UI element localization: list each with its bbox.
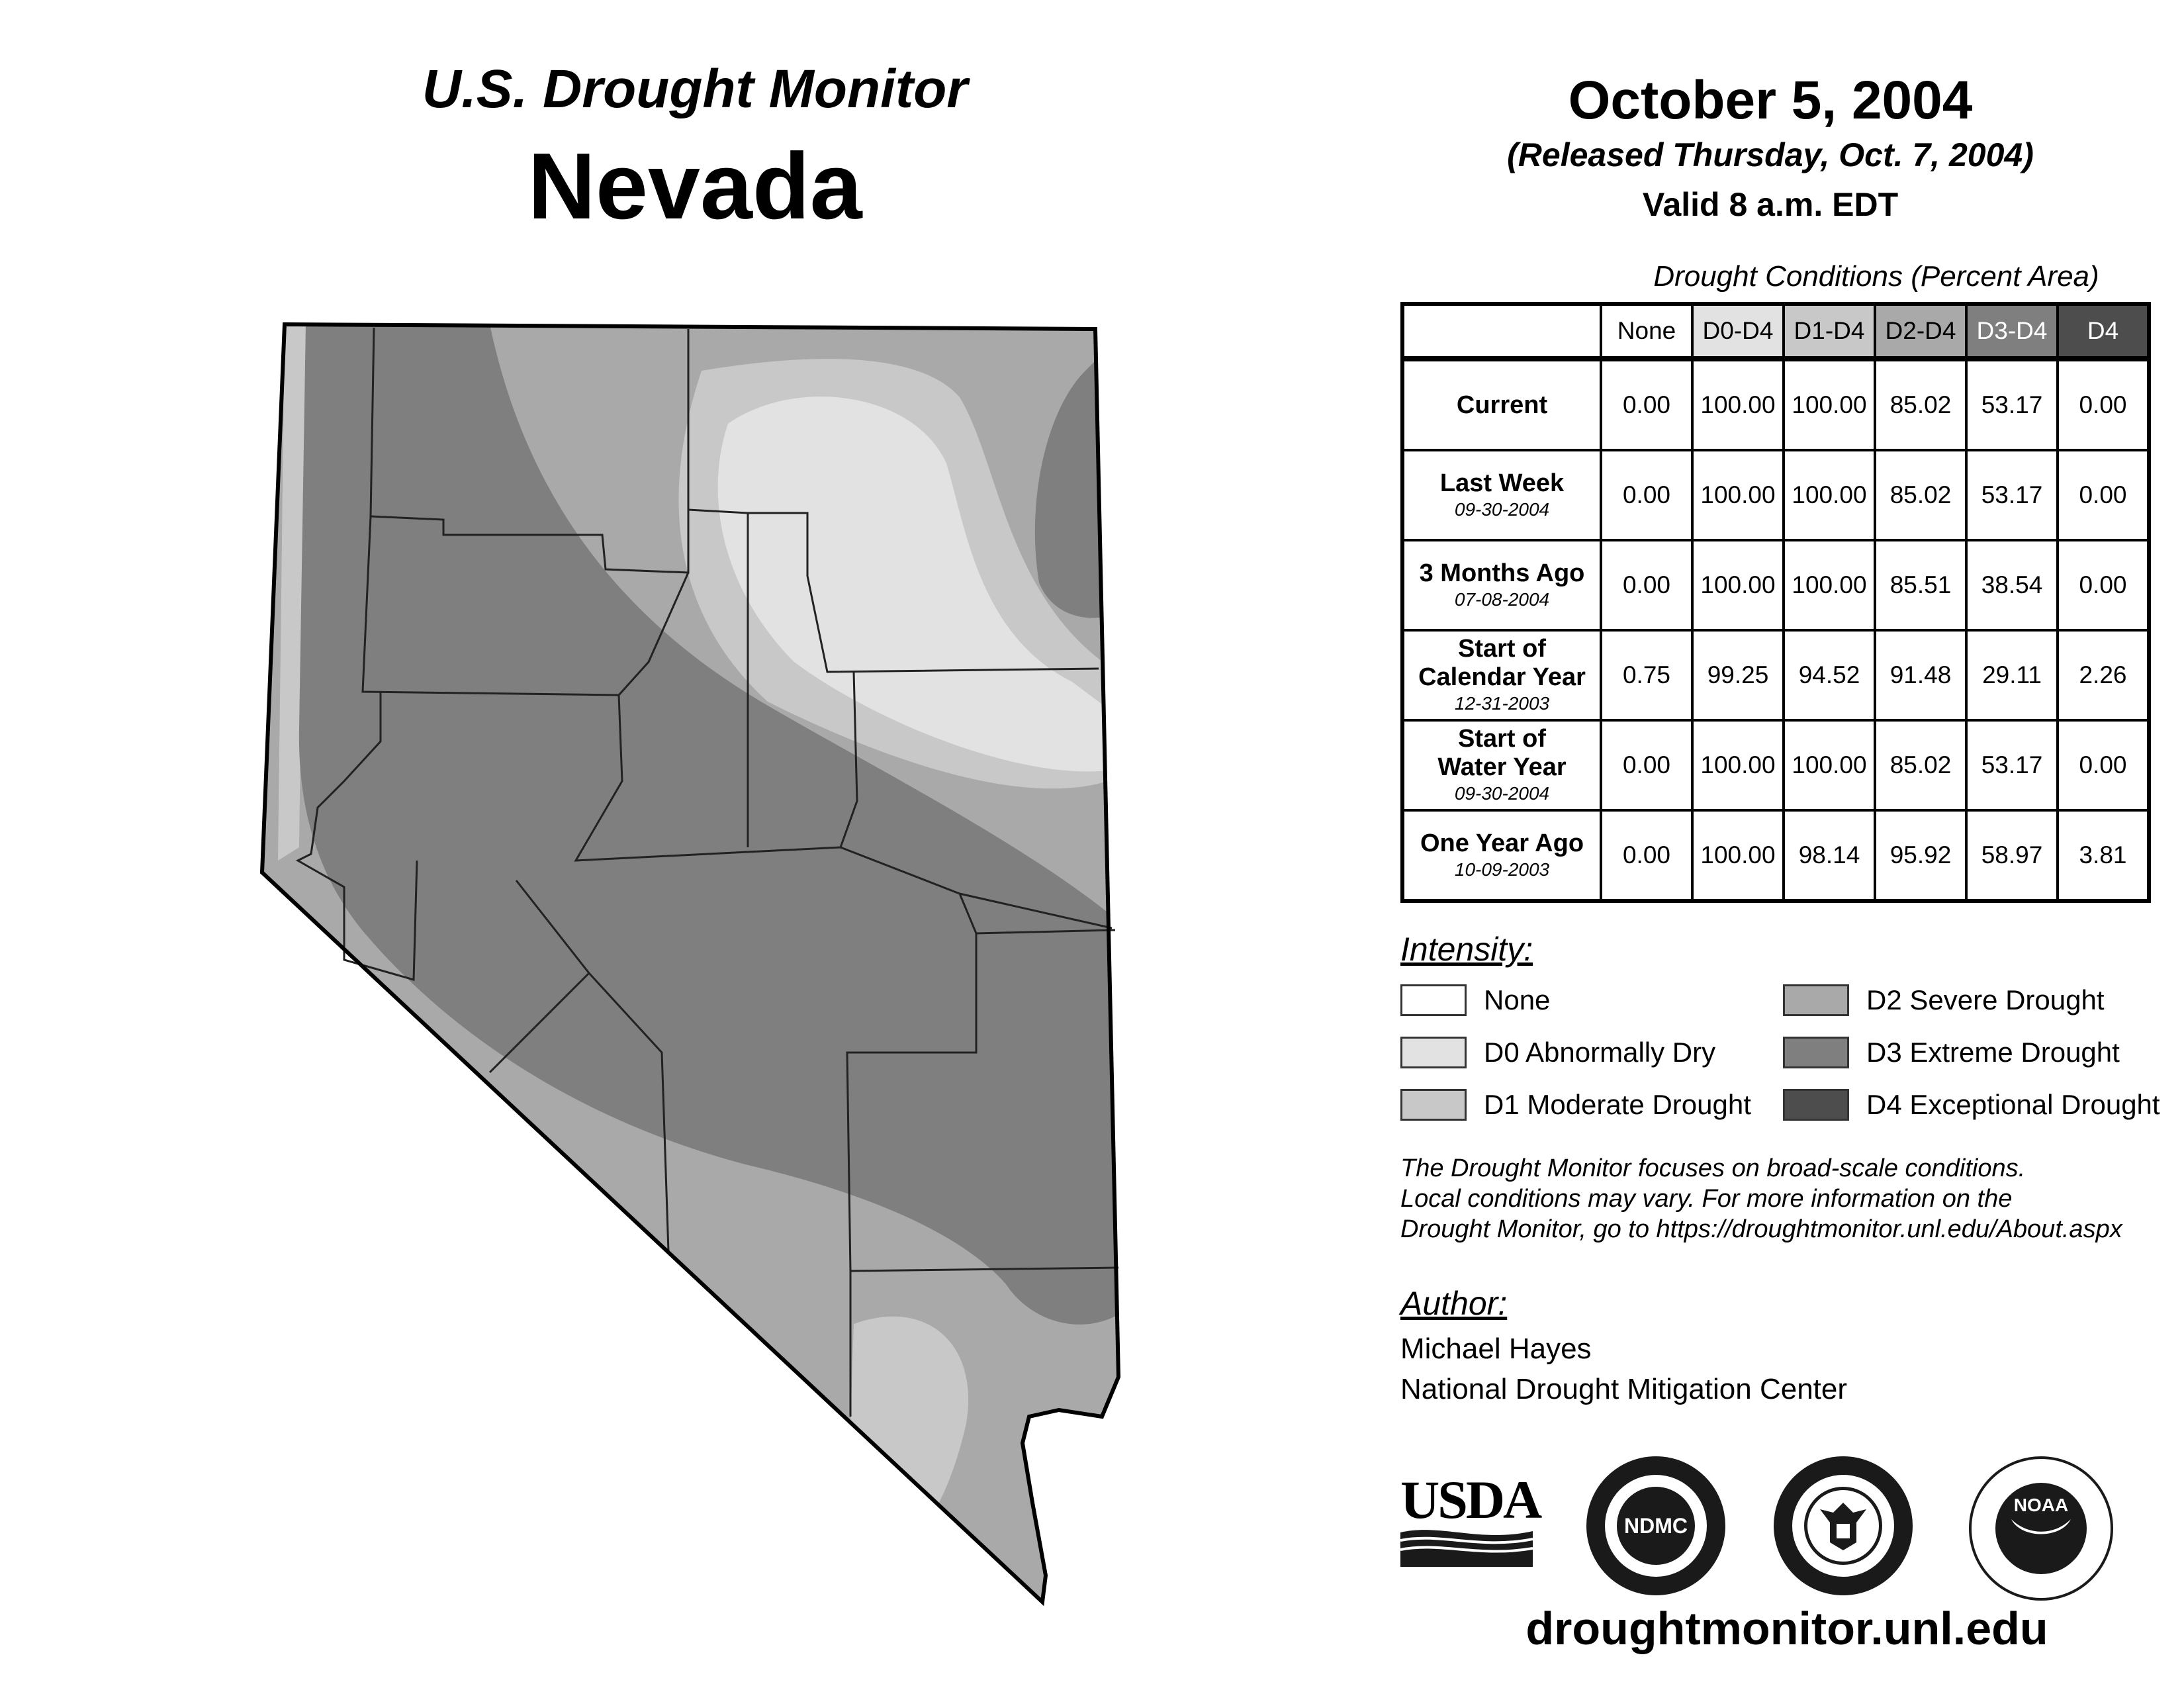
row-label: 3 Months Ago 07-08-2004: [1402, 540, 1601, 630]
disclaimer-line: Local conditions may vary. For more information on the: [1400, 1185, 2013, 1213]
legend-swatch: [1400, 1037, 1467, 1068]
column-header: D0-D4: [1692, 304, 1784, 359]
table-cell: 53.17: [1966, 450, 2058, 540]
map-title: U.S. Drought Monitor: [422, 59, 968, 119]
row-label: Start of Calendar Year 12-31-2003: [1402, 630, 1601, 720]
table-cell: 99.25: [1692, 630, 1784, 720]
noaa-logo-text: NOAA: [2013, 1495, 2069, 1515]
table-row: [1402, 810, 2149, 901]
eagle-icon: [1813, 1496, 1873, 1556]
row-date: 07-08-2004: [1454, 588, 1550, 610]
legend-label: D2 Severe Drought: [1866, 984, 2105, 1015]
ndmc-logo: [1586, 1456, 1725, 1595]
table-caption: Drought Conditions (Percent Area): [1653, 260, 2099, 293]
ndmc-logo-text: NDMC: [1617, 1487, 1695, 1565]
table-cell: 0.00: [1601, 720, 1692, 810]
row-label: One Year Ago 10-09-2003: [1402, 810, 1601, 901]
table-cell: 94.52: [1784, 630, 1875, 720]
legend-swatch: [1783, 984, 1849, 1016]
table-cell: 2.26: [2058, 630, 2149, 720]
table-cell: 91.48: [1875, 630, 1966, 720]
legend-label: None: [1484, 984, 1551, 1015]
table-cell: 0.00: [2058, 540, 2149, 630]
table-row: [1402, 720, 2149, 810]
table-cell: 53.17: [1966, 720, 2058, 810]
disclaimer-line: Drought Monitor, go to https://droughtmonitor.unl.edu/About.aspx: [1400, 1215, 2122, 1243]
disclaimer: [1400, 1153, 2161, 1244]
map-date: October 5, 2004: [1568, 70, 1973, 130]
author-name: Michael Hayes: [1400, 1333, 1592, 1365]
table-cell: 0.00: [1601, 450, 1692, 540]
table-cell: 95.92: [1875, 810, 1966, 901]
table-cell: 53.17: [1966, 359, 2058, 450]
row-date: 12-31-2003: [1454, 693, 1550, 714]
table-cell: 100.00: [1784, 540, 1875, 630]
legend-label: D4 Exceptional Drought: [1866, 1089, 2160, 1120]
table-cell: 0.00: [1601, 540, 1692, 630]
column-header: None: [1601, 304, 1692, 359]
legend-item-d2: [1783, 984, 2105, 1016]
noaa-bird-icon: [2008, 1516, 2074, 1542]
usda-logo: [1400, 1470, 1541, 1569]
legend-swatch: [1783, 1089, 1849, 1121]
drought-conditions-table: [1400, 302, 2151, 903]
row-date: 10-09-2003: [1454, 859, 1550, 880]
table-row: [1402, 630, 2149, 720]
legend-label: D1 Moderate Drought: [1484, 1089, 1751, 1120]
row-date: 09-30-2004: [1454, 783, 1550, 804]
table-cell: 0.00: [2058, 720, 2149, 810]
table-row: [1402, 359, 2149, 450]
table-row: [1402, 540, 2149, 630]
author-heading: Author:: [1400, 1285, 1508, 1322]
legend-heading: Intensity:: [1400, 931, 1533, 968]
legend-swatch: [1783, 1037, 1849, 1068]
legend-swatch: [1400, 1089, 1467, 1121]
table-cell: 0.00: [1601, 810, 1692, 901]
column-header: D1-D4: [1784, 304, 1875, 359]
row-date: 09-30-2004: [1454, 498, 1550, 520]
release-date: (Released Thursday, Oct. 7, 2004): [1507, 136, 2034, 173]
table-cell: 0.00: [1601, 359, 1692, 450]
usda-logo-waves: [1400, 1527, 1533, 1567]
table-cell: 38.54: [1966, 540, 2058, 630]
table-cell: 85.02: [1875, 450, 1966, 540]
row-label: Current: [1402, 359, 1601, 450]
legend-label: D0 Abnormally Dry: [1484, 1037, 1716, 1068]
site-url[interactable]: droughtmonitor.unl.edu: [1525, 1603, 2048, 1654]
legend-label: D3 Extreme Drought: [1866, 1037, 2120, 1068]
table-cell: 85.02: [1875, 720, 1966, 810]
table-cell: 0.75: [1601, 630, 1692, 720]
nevada-drought-map: [0, 0, 1125, 1622]
table-cell: 100.00: [1784, 720, 1875, 810]
legend-swatch: [1400, 984, 1467, 1016]
table-cell: 0.00: [2058, 359, 2149, 450]
legend-item-d1: [1400, 1089, 1751, 1121]
table-row: [1402, 450, 2149, 540]
table-cell: 29.11: [1966, 630, 2058, 720]
column-header: D2-D4: [1875, 304, 1966, 359]
legend-item-none: [1400, 984, 1550, 1016]
d1-south-region: [847, 1317, 968, 1562]
noaa-logo: [1969, 1456, 2113, 1601]
table-cell: 100.00: [1784, 359, 1875, 450]
table-cell: 100.00: [1692, 810, 1784, 901]
table-cell: 100.00: [1692, 359, 1784, 450]
legend-item-d0: [1400, 1037, 1715, 1068]
table-cell: 98.14: [1784, 810, 1875, 901]
table-cell: 85.51: [1875, 540, 1966, 630]
valid-time: Valid 8 a.m. EDT: [1642, 186, 1899, 223]
disclaimer-line: The Drought Monitor focuses on broad-scale conditions.: [1400, 1154, 2026, 1182]
usda-logo-text: USDA: [1400, 1470, 1541, 1530]
table-cell: 0.00: [2058, 450, 2149, 540]
table-body: [1402, 359, 2149, 901]
row-label: Last Week 09-30-2004: [1402, 450, 1601, 540]
table-cell: 3.81: [2058, 810, 2149, 901]
legend-item-d4: [1783, 1089, 2160, 1121]
row-label: Start of Water Year 09-30-2004: [1402, 720, 1601, 810]
table-cell: 85.02: [1875, 359, 1966, 450]
table-cell: 100.00: [1692, 450, 1784, 540]
table-cell: 100.00: [1692, 540, 1784, 630]
column-header: D4: [2058, 304, 2149, 359]
legend-item-d3: [1783, 1037, 2120, 1068]
table-cell: 58.97: [1966, 810, 2058, 901]
department-of-commerce-seal: [1774, 1456, 1913, 1595]
table-corner: [1402, 304, 1601, 359]
table-header-row: [1402, 304, 2149, 359]
column-header: D3-D4: [1966, 304, 2058, 359]
author-organization: National Drought Mitigation Center: [1400, 1373, 1848, 1405]
state-name: Nevada: [527, 134, 862, 239]
table-cell: 100.00: [1692, 720, 1784, 810]
table-cell: 100.00: [1784, 450, 1875, 540]
